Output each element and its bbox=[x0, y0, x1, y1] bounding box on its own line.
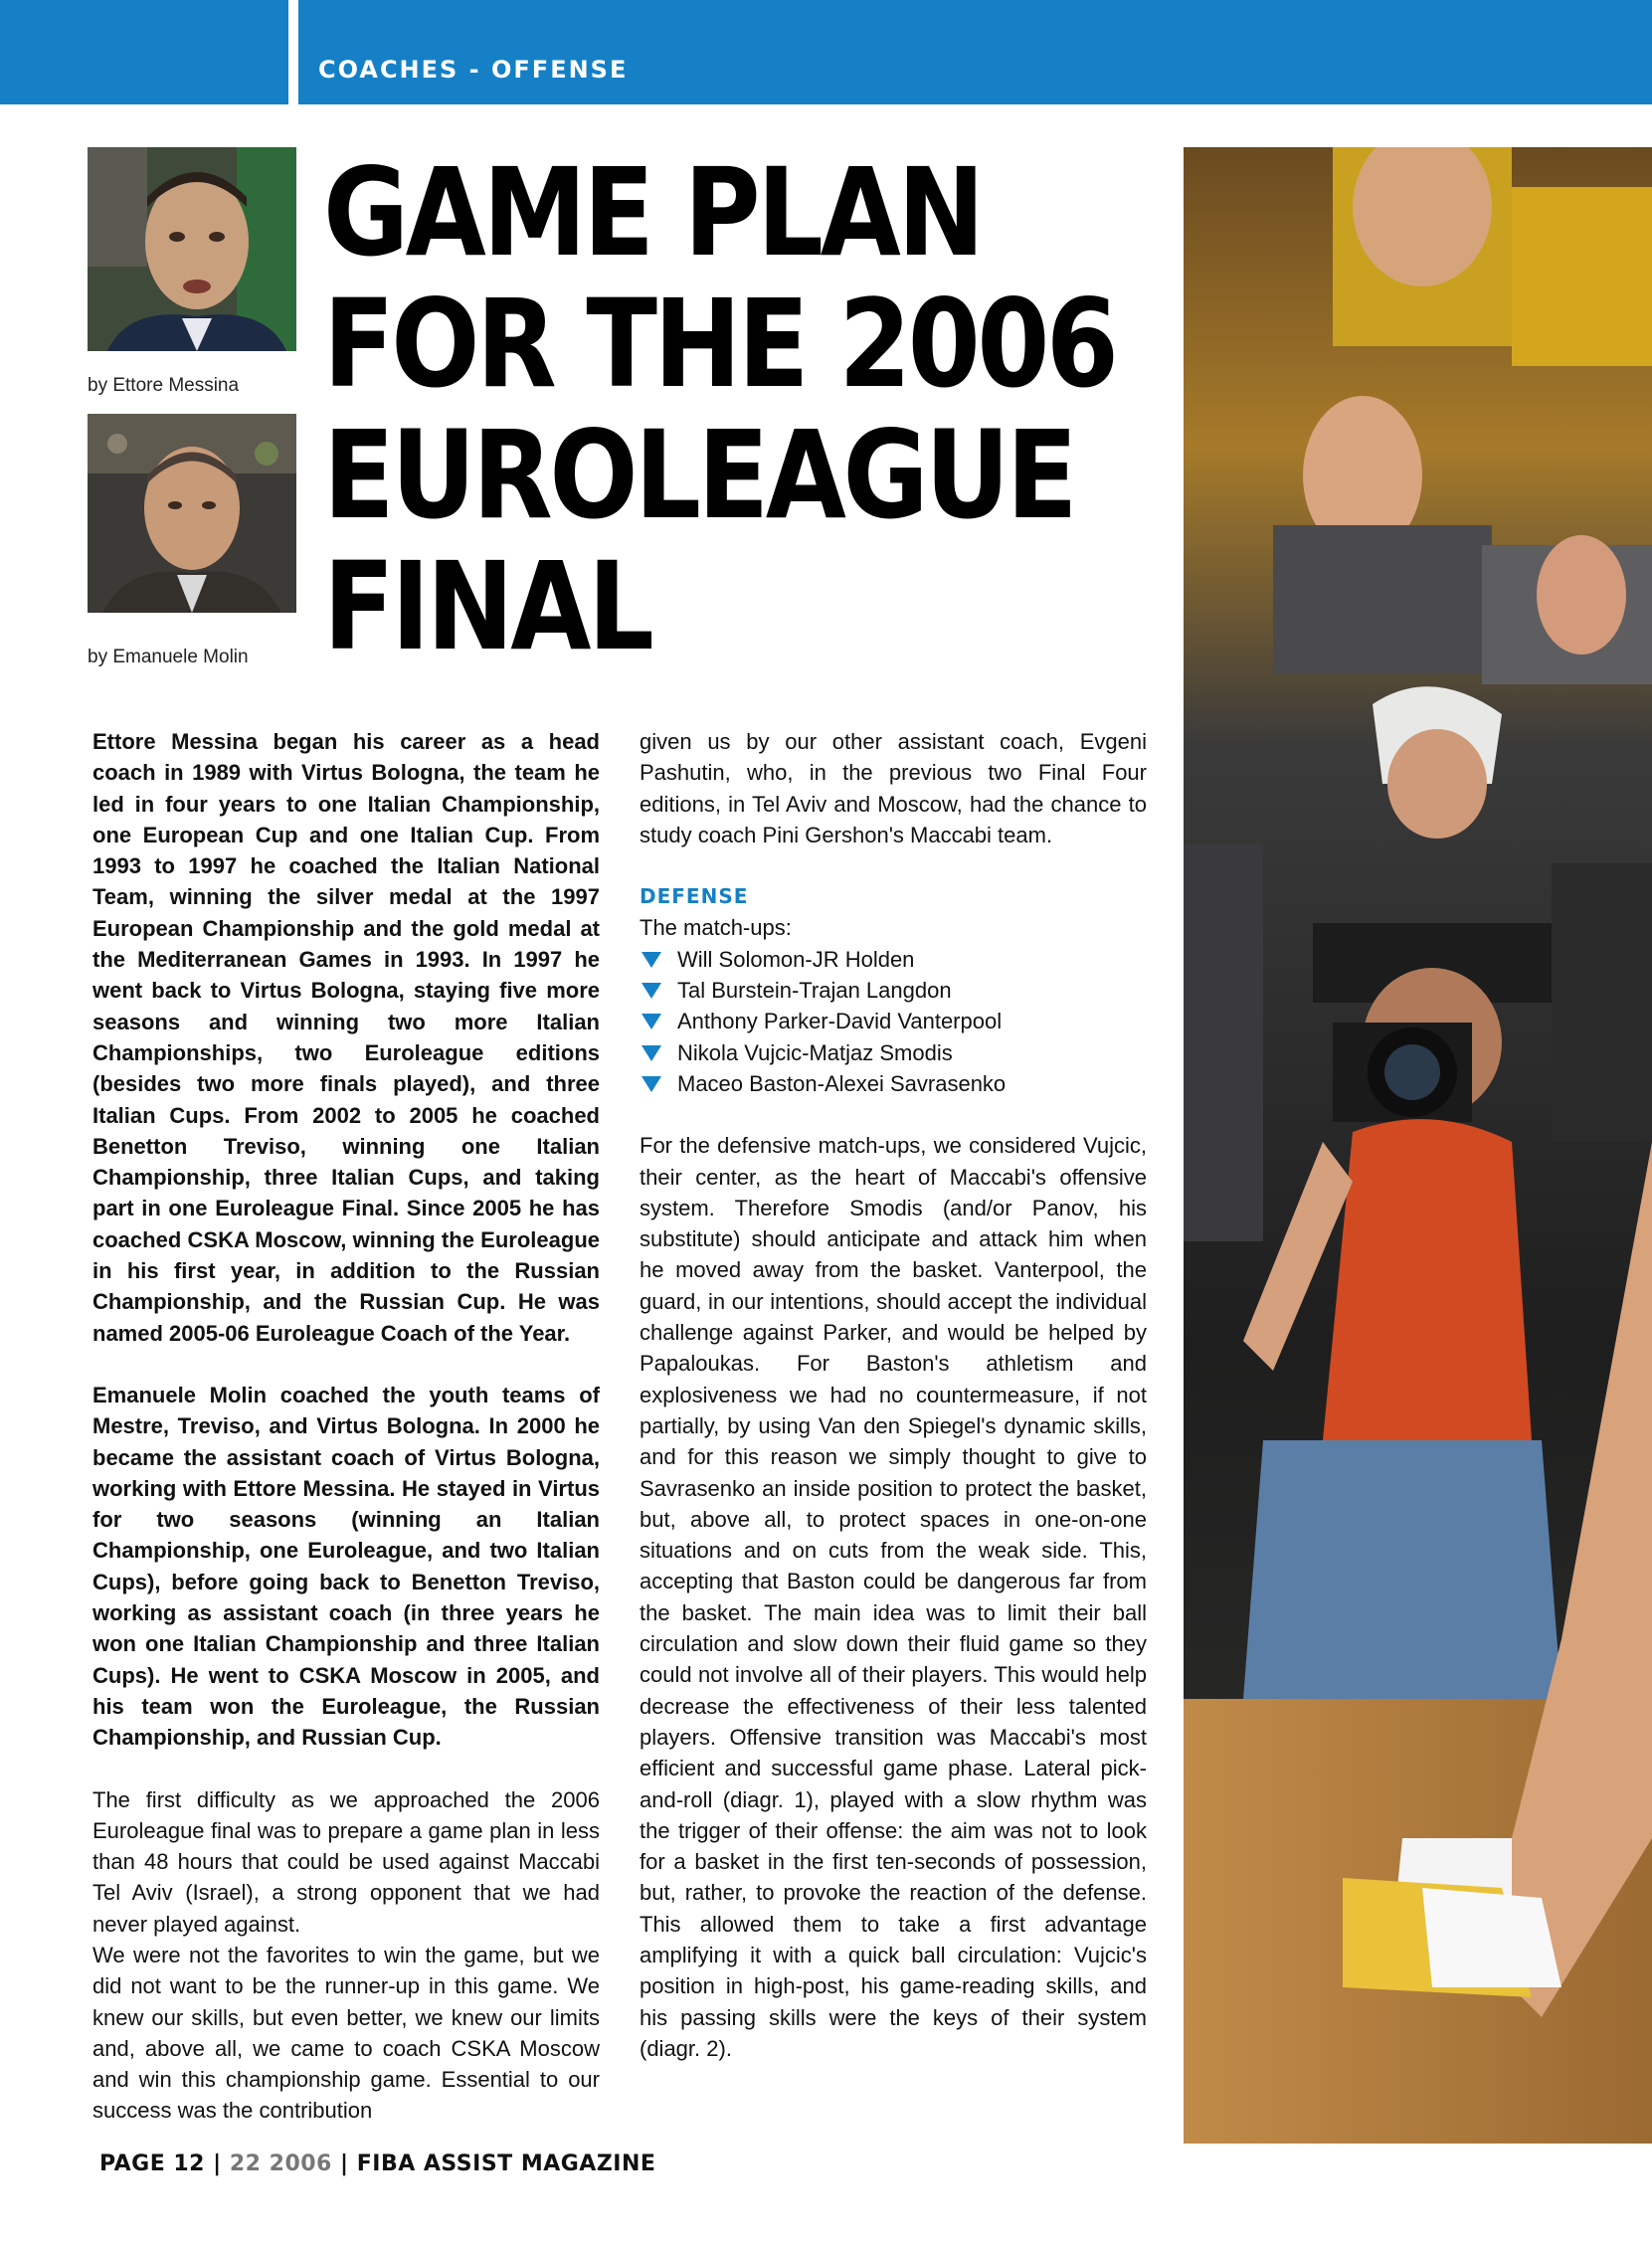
article-headline bbox=[323, 142, 1116, 677]
list-item: Tal Burstein-Trajan Langdon bbox=[640, 975, 1147, 1006]
header-divider bbox=[288, 0, 298, 104]
triangle-bullet-icon bbox=[642, 1014, 661, 1029]
body-paragraph: given us by our other assistant coach, Evgeni Pashutin, who, in the previous two Final Four editions, in Tel Aviv and Moscow, had the chance to study coach Pini Gershon's Maccabi team. bbox=[640, 729, 1147, 847]
headline-line: FOR THE 2006 bbox=[323, 274, 1116, 415]
list-item: Maceo Baston-Alexei Savrasenko bbox=[640, 1068, 1147, 1099]
headline-line: GAME PLAN bbox=[323, 142, 982, 283]
author-photo-molin bbox=[88, 414, 296, 613]
courtside-photo bbox=[1184, 147, 1652, 2144]
byline-molin: by Emanuele Molin bbox=[88, 647, 249, 667]
headline-line: FINAL bbox=[323, 536, 651, 677]
body-paragraph: We were not the favorites to win the game, but we did not want to be the runner-up in this game. We knew our skills, but even better, we knew our limits and, above all, we came to coach CSKA Moscow and win this championship game. Essential to our success was the contribution bbox=[92, 1942, 600, 2124]
body-paragraph: The first difficulty as we approached the 2006 Euroleague final was to prepare a game plan in less than 48 hours that could be used against Maccabi Tel Aviv (Israel), a strong opponent that we had never played against. bbox=[92, 1786, 600, 1937]
triangle-bullet-icon bbox=[642, 952, 661, 968]
author-photo-messina bbox=[88, 147, 296, 351]
issue-number: 22 2006 bbox=[229, 2151, 332, 2176]
body-paragraph: For the defensive match-ups, we considered Vujcic, their center, as the heart of Maccabi's offensive system. Therefore Smodis (and/or Panov, his substitute) should anticipate and attack him when he moved away from the basket. Vanterpool, the guard, in our intentions, should accept the individual challenge against Parker, and would be helped by Papaloukas. For Baston's athletism and explosiveness we had no countermeasure, if not partially, by using Van den Spiegel's dynamic skills, and for this reason we simply thought to give to Savrasenko an inside position to protect the basket, but, above all, to protect spaces in one-on-one situations and on cuts from the weak side. This, accepting that Baston could be dangerous far from the basket. The main idea was to limit their ball circulation and slow down their fluid game so they could not involve all of their players. This would help decrease the effectiveness of their less talented players. Offensive transition was Maccabi's most efficient and successful game phase. Lateral pick-and-roll (diagr. 1), played with a slow rhythm was the trigger of their offense: the aim was not to look for a basket in the first ten-seconds of possession, but, rather, to provoke the reaction of the defense. This allowed them to take a first advantage amplifying it with a quick ball circulation: Vujcic's position in high-post, his game-reading skills, and his passing skills were the keys of their system (diagr. 2). bbox=[640, 1133, 1147, 2061]
list-item: Nikola Vujcic-Matjaz Smodis bbox=[640, 1037, 1147, 1068]
list-item: Will Solomon-JR Holden bbox=[640, 944, 1147, 975]
triangle-bullet-icon bbox=[642, 1076, 661, 1092]
triangle-bullet-icon bbox=[642, 1045, 661, 1061]
page-footer: PAGE 12 | 22 2006 | FIBA ASSIST MAGAZINE bbox=[99, 2151, 656, 2176]
triangle-bullet-icon bbox=[642, 983, 661, 999]
byline-messina: by Ettore Messina bbox=[88, 375, 240, 396]
text-column-right bbox=[640, 726, 1147, 2064]
header-bar bbox=[0, 0, 1652, 104]
bio-messina: Ettore Messina began his career as a head coach in 1989 with Virtus Bologna, the team he led in four years to one Italian Championship, one European Cup and one Italian Cup. From 1993 to 1997 he coached the Italian National Team, winning the silver medal at the 1997 European Championship and the gold medal at the Mediterranean Games in 1993. In 1997 he went back to Virtus Bologna, staying five more seasons and winning two more Italian Championships, two Euroleague editions (besides two more finals played), and three Italian Cups. From 2002 to 2005 he coached Benetton Treviso, winning one Italian Championship, three Italian Cups, and taking part in one Euroleague Final. Since 2005 he has coached CSKA Moscow, winning the Euroleague in his first year, in addition to the Russian Championship, and the Russian Cup. He was named 2005-06 Euroleague Coach of the Year. bbox=[92, 729, 600, 1346]
text-column-left bbox=[92, 726, 600, 2127]
bio-molin: Emanuele Molin coached the youth teams of Mestre, Treviso, and Virtus Bologna. In 2000 he became the assistant coach of Virtus Bologna, working with Ettore Messina. He stayed in Virtus for two seasons (winning an Italian Championship, one Euroleague, and two Italian Cups), before going back to Benetton Treviso, working as assistant coach (in three years he won one Italian Championship and three Italian Cups). He went to CSKA Moscow in 2005, and his team won the Euroleague, the Russian Championship, and Russian Cup. bbox=[92, 1382, 600, 1751]
matchups-intro: The match-ups: bbox=[640, 915, 792, 941]
section-label: COACHES - OFFENSE bbox=[318, 56, 629, 84]
page-number: PAGE 12 bbox=[99, 2151, 205, 2176]
magazine-name: FIBA ASSIST MAGAZINE bbox=[356, 2151, 656, 2176]
headline-line: EUROLEAGUE bbox=[323, 405, 1075, 546]
defense-heading: DEFENSE bbox=[640, 884, 749, 909]
list-item: Anthony Parker-David Vanterpool bbox=[640, 1006, 1147, 1036]
matchups-list bbox=[640, 944, 1147, 1099]
